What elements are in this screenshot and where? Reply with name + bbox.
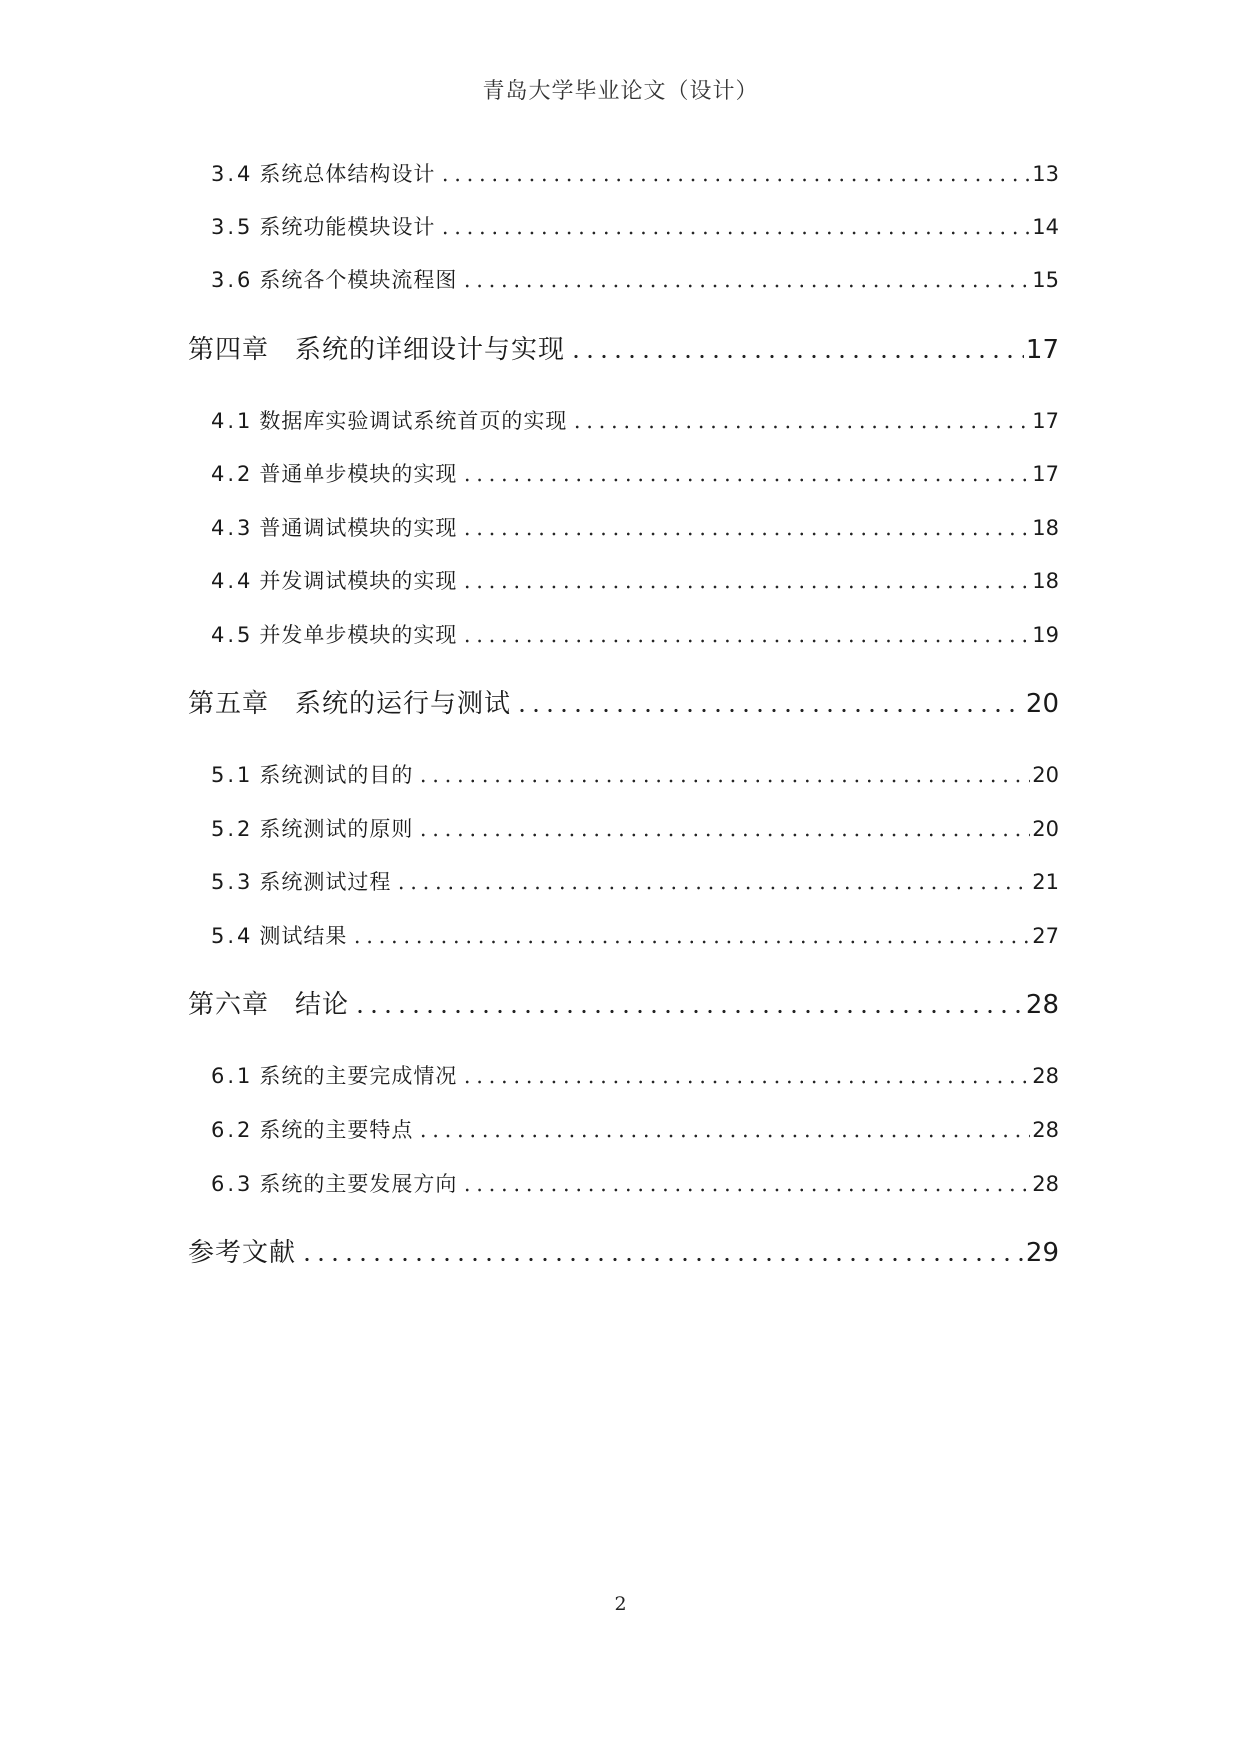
toc-entry-number: 3.4 [211, 162, 254, 186]
dot-leader [513, 708, 1024, 713]
toc-entry[interactable] [211, 512, 1059, 542]
toc-entry[interactable] [211, 458, 1059, 488]
toc-entry-title: 系统的主要特点 [259, 1118, 414, 1142]
dot-leader [569, 425, 1030, 429]
dot-leader [459, 284, 1030, 288]
toc-entry-page: 17 [1032, 409, 1059, 433]
dot-leader [415, 1134, 1030, 1138]
toc-entry-title: 普通单步模块的实现 [259, 462, 458, 486]
toc-chapter-entry[interactable] [188, 683, 1059, 720]
toc-entry-number: 4.4 [211, 569, 254, 593]
toc-entry-number: 4.2 [211, 462, 254, 486]
toc-entry-title: 系统测试的目的 [259, 763, 414, 787]
dot-leader [459, 639, 1030, 643]
toc-entry[interactable] [211, 1168, 1059, 1198]
toc-chapter-page: 17 [1025, 335, 1059, 365]
toc-entry[interactable] [211, 1060, 1059, 1090]
dot-leader [459, 478, 1030, 482]
toc-entry[interactable] [211, 1114, 1059, 1144]
toc-chapter-title: 参考文献 [188, 1238, 297, 1268]
toc-entry-number: 6.3 [211, 1172, 254, 1196]
page-header-title: 青岛大学毕业论文（设计） [482, 79, 759, 104]
dot-leader [437, 231, 1030, 235]
toc-entry-number: 3.6 [211, 268, 254, 292]
toc-entry-title: 测试结果 [259, 924, 348, 948]
toc-chapter-number: 第五章 [188, 689, 270, 719]
toc-entry-page: 13 [1032, 162, 1059, 186]
dot-leader [459, 585, 1030, 589]
toc-entry[interactable] [211, 565, 1059, 595]
toc-entry-page: 14 [1032, 215, 1059, 239]
toc-entry-title: 系统的主要发展方向 [259, 1172, 458, 1196]
dot-leader [459, 532, 1030, 536]
toc-entry-number: 5.3 [211, 870, 254, 894]
toc-entry-number: 4.1 [211, 409, 254, 433]
toc-chapter-page: 29 [1025, 1238, 1059, 1268]
toc-entry-number: 3.5 [211, 215, 254, 239]
toc-entry-page: 19 [1032, 623, 1059, 647]
toc-entry-title: 系统测试过程 [259, 870, 392, 894]
toc-entry-number: 4.5 [211, 623, 254, 647]
dot-leader [567, 354, 1024, 359]
toc-entry[interactable] [211, 158, 1059, 188]
toc-chapter-page: 28 [1025, 990, 1059, 1020]
toc-entry[interactable] [211, 211, 1059, 241]
toc-chapter-page: 20 [1025, 689, 1059, 719]
toc-entry-title: 系统的主要完成情况 [259, 1064, 458, 1088]
toc-entry-number: 5.1 [211, 763, 254, 787]
toc-entry-page: 28 [1032, 1118, 1059, 1142]
toc-entry-page: 20 [1032, 817, 1059, 841]
toc-entry-page: 27 [1032, 924, 1059, 948]
page-number: 2 [614, 1593, 627, 1615]
toc-entry-title: 系统功能模块设计 [259, 215, 436, 239]
dot-leader [393, 886, 1030, 890]
toc-entry-title: 系统总体结构设计 [259, 162, 436, 186]
toc-entry-page: 21 [1032, 870, 1059, 894]
toc-entry-page: 18 [1032, 569, 1059, 593]
toc-entry-number: 6.1 [211, 1064, 254, 1088]
toc-entry-number: 4.3 [211, 516, 254, 540]
toc-entry-page: 15 [1032, 268, 1059, 292]
dot-leader [415, 833, 1030, 837]
toc-entry[interactable] [211, 759, 1059, 789]
toc-chapter-number: 第六章 [188, 990, 270, 1020]
toc-entry-number: 5.2 [211, 817, 254, 841]
dot-leader [351, 1009, 1024, 1014]
toc-entry[interactable] [211, 813, 1059, 843]
toc-entry-title: 普通调试模块的实现 [259, 516, 458, 540]
toc-entry-page: 20 [1032, 763, 1059, 787]
toc-entry-page: 18 [1032, 516, 1059, 540]
toc-entry-title: 并发调试模块的实现 [259, 569, 458, 593]
toc-chapter-number: 第四章 [188, 335, 270, 365]
toc-entry-page: 28 [1032, 1172, 1059, 1196]
toc-chapter-entry[interactable] [188, 1232, 1059, 1269]
toc-entry-title: 系统各个模块流程图 [259, 268, 458, 292]
toc-entry-title: 并发单步模块的实现 [259, 623, 458, 647]
toc-entry-number: 5.4 [211, 924, 254, 948]
toc-entry-page: 28 [1032, 1064, 1059, 1088]
dot-leader [459, 1080, 1030, 1084]
dot-leader [349, 940, 1030, 944]
toc-chapter-title: 系统的运行与测试 [295, 689, 512, 719]
toc-entry[interactable] [211, 264, 1059, 294]
dot-leader [459, 1188, 1030, 1192]
toc-entry-page: 17 [1032, 462, 1059, 486]
dot-leader [298, 1257, 1024, 1262]
toc-chapter-entry[interactable] [188, 329, 1059, 366]
toc-entry-title: 系统测试的原则 [259, 817, 414, 841]
toc-entry[interactable] [211, 920, 1059, 950]
toc-chapter-title: 结论 [295, 990, 350, 1020]
toc-entry[interactable] [211, 405, 1059, 435]
toc-entry-title: 数据库实验调试系统首页的实现 [259, 409, 568, 433]
dot-leader [437, 178, 1030, 182]
toc-chapter-title: 系统的详细设计与实现 [295, 335, 566, 365]
toc-entry[interactable] [211, 866, 1059, 896]
dot-leader [415, 779, 1030, 783]
toc-chapter-entry[interactable] [188, 984, 1059, 1021]
toc-entry[interactable] [211, 619, 1059, 649]
toc-entry-number: 6.2 [211, 1118, 254, 1142]
